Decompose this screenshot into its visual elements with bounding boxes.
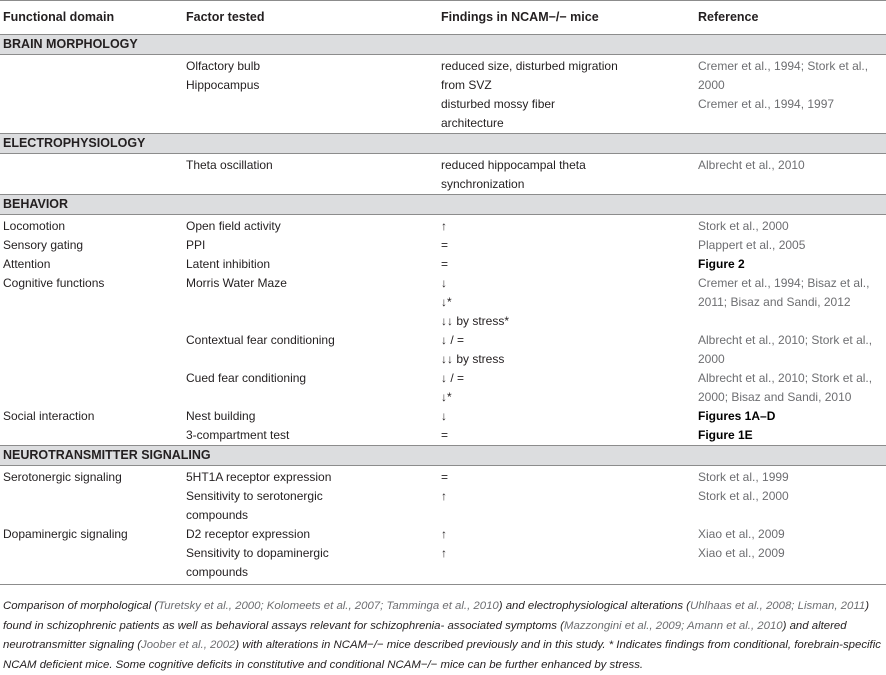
header-factor: Factor tested — [186, 1, 441, 35]
factor-cell: D2 receptor expression — [186, 527, 311, 541]
factor-cell: Theta oscillation — [186, 158, 273, 172]
domain-cell: Social interaction — [3, 409, 95, 423]
citation-link[interactable]: Turetsky et al., 2000; Kolomeets et al., 2007; Tamminga et al., 2010 — [158, 600, 499, 612]
reference-cell: Xiao et al., 2009 — [698, 544, 886, 585]
factor-cell: Sensitivity to serotonergic — [186, 489, 323, 503]
finding-cell: reduced size, disturbed migration — [441, 59, 618, 73]
section-title: ELECTROPHYSIOLOGY — [0, 134, 886, 154]
factor-cell: Open field activity — [186, 219, 281, 233]
table-row — [0, 236, 886, 255]
domain-cell: Cognitive functions — [3, 276, 105, 290]
reference-cell: Plappert et al., 2005 — [698, 238, 806, 252]
finding-cell: = — [441, 428, 449, 442]
reference-cell: Cremer et al., 1994; Bisaz et al., — [698, 276, 870, 290]
section-row — [0, 134, 886, 154]
table-row — [0, 55, 886, 96]
table-row — [0, 426, 886, 446]
table-row — [0, 215, 886, 237]
reference-cell: Cremer et al., 1994, 1997 — [698, 97, 835, 111]
finding-cell: reduced hippocampal theta — [441, 158, 586, 172]
factor-cell: Morris Water Maze — [186, 276, 287, 290]
finding-cell: ↓* — [441, 390, 452, 404]
header-reference: Reference — [698, 1, 886, 35]
finding-cell: ↓ — [441, 409, 447, 423]
header-row — [0, 1, 886, 35]
finding-cell: ↓ / = — [441, 371, 465, 385]
domain-cell: Locomotion — [3, 219, 66, 233]
table-row — [0, 154, 886, 195]
factor-cell: Nest building — [186, 409, 256, 423]
table-row — [0, 95, 886, 134]
finding-cell: ↑ — [441, 489, 447, 503]
finding-cell: ↓↓ by stress — [441, 352, 505, 366]
reference-cell: Albrecht et al., 2010; Stork et al., — [698, 333, 873, 347]
finding-cell: from SVZ — [441, 78, 492, 92]
reference-cell: Albrecht et al., 2010 — [698, 158, 805, 172]
section-row — [0, 35, 886, 55]
factor-cell: Contextual fear conditioning — [186, 333, 335, 347]
reference-cell: Figure 2 — [698, 257, 745, 271]
header-findings: Findings in NCAM−/− mice — [441, 1, 698, 35]
section-row — [0, 446, 886, 466]
finding-cell: disturbed mossy fiber — [441, 97, 556, 111]
domain-cell: Sensory gating — [3, 238, 84, 252]
section-title: BRAIN MORPHOLOGY — [0, 35, 886, 55]
reference-cell: Cremer et al., 1994; Stork et al., — [698, 59, 869, 73]
reference-cell: 2000 — [698, 78, 725, 92]
factor-cell: 3-compartment test — [186, 428, 290, 442]
reference-cell: Stork et al., 2000 — [698, 489, 789, 503]
domain-cell: Attention — [3, 257, 51, 271]
factor-cell: Latent inhibition — [186, 257, 271, 271]
finding-cell: = — [441, 238, 449, 252]
domain-cell: Serotonergic signaling — [3, 470, 122, 484]
reference-cell: 2011; Bisaz and Sandi, 2012 — [698, 295, 851, 309]
finding-cell: ↑ — [441, 527, 447, 541]
finding-cell: synchronization — [441, 177, 525, 191]
finding-cell: ↑ — [441, 219, 447, 233]
table-row — [0, 487, 886, 525]
table-row — [0, 255, 886, 274]
factor-cell: compounds — [186, 565, 249, 579]
finding-cell: = — [441, 257, 449, 271]
factor-cell: Hippocampus — [186, 78, 260, 92]
section-title: NEUROTRANSMITTER SIGNALING — [0, 446, 886, 466]
table-row — [0, 331, 886, 369]
table-row — [0, 525, 886, 544]
factor-cell: 5HT1A receptor expression — [186, 470, 332, 484]
citation-link[interactable]: Joober et al., 2002 — [141, 639, 236, 651]
section-row — [0, 195, 886, 215]
finding-cell: ↓↓ by stress* — [441, 314, 510, 328]
reference-cell: 2000 — [698, 352, 725, 366]
factor-cell: compounds — [186, 508, 249, 522]
table-row — [0, 274, 886, 331]
reference-cell: Albrecht et al., 2010; Stork et al., — [698, 371, 873, 385]
citation-link[interactable]: Mazzongini et al., 2009; Amann et al., 2010 — [563, 619, 783, 632]
section-title: BEHAVIOR — [0, 195, 886, 215]
table-row — [0, 407, 886, 426]
finding-cell: ↓ / = — [441, 333, 465, 347]
finding-cell: ↑ — [441, 544, 698, 585]
factor-cell: Sensitivity to dopaminergic — [186, 546, 329, 560]
table-row — [0, 466, 886, 488]
reference-cell: Stork et al., 1999 — [698, 470, 789, 484]
factor-cell: PPI — [186, 238, 206, 252]
finding-cell: ↓ — [441, 276, 447, 290]
finding-cell: ↓* — [441, 295, 452, 309]
factor-cell: Olfactory bulb — [186, 59, 261, 73]
reference-cell: Figure 1E — [698, 428, 753, 442]
domain-cell: Dopaminergic signaling — [3, 527, 128, 541]
factor-cell: Cued fear conditioning — [186, 371, 307, 385]
reference-cell: Figures 1A–D — [698, 409, 776, 423]
reference-cell: Stork et al., 2000 — [698, 219, 789, 233]
header-domain: Functional domain — [0, 1, 186, 35]
finding-cell: architecture — [441, 116, 504, 130]
reference-cell: 2000; Bisaz and Sandi, 2010 — [698, 390, 852, 404]
reference-cell: Xiao et al., 2009 — [698, 527, 785, 541]
table-row — [0, 369, 886, 407]
finding-cell: = — [441, 470, 449, 484]
citation-link[interactable]: Uhlhaas et al., 2008; Lisman, 2011 — [689, 600, 866, 612]
table-row — [0, 544, 886, 585]
table-caption: Comparison of morphological (Turetsky et al., 2000; Kolomeets et al., 2007; Tamminga et al., 2010) and electrophysiological alterations (Uhlhaas et al., 2008; Lisman, 2011) found in schizophrenic patients as well as behavioral assays relevant for schizophrenia- associated symptoms (Mazzongini et al., 2009; Amann et al., 2010) and altered neurotransmitter signaling (Joober et al., 2002) with alterations in NCAM−/− mice described previously and in this study. * Indicates findings from conditional, forebrain-specific NCAM deficient mice. Some cognitive deficits in constitutive and conditional NCAM−/− mice can be further enhanced by stress. — [3, 600, 881, 671]
